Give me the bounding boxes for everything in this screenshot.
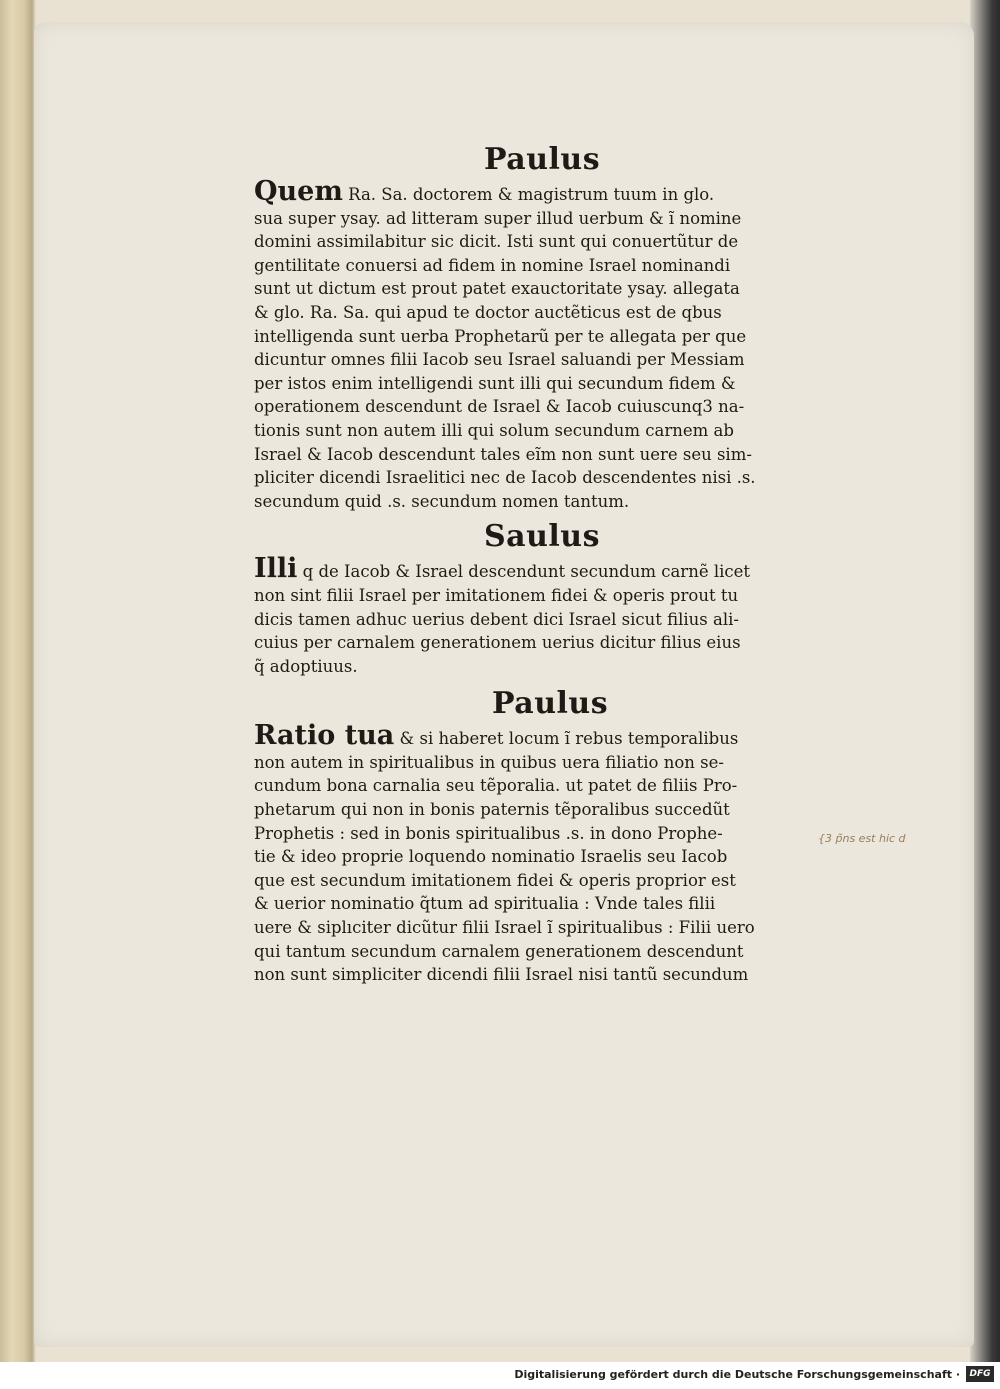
text-line: & glo. Ra. Sa. qui apud te doctor auctẽticus est de qbus bbox=[254, 302, 722, 322]
section-heading: Paulus bbox=[484, 142, 601, 177]
text-block bbox=[254, 140, 854, 987]
dfg-logo: DFG bbox=[966, 1366, 994, 1382]
text-line: non sint filii Israel per imitationem fidei & operis prout tu bbox=[254, 585, 739, 605]
text-line: non autem in spiritualibus in quibus uera filiatio non se- bbox=[254, 752, 724, 772]
funding-credit: Digitalisierung gefördert durch die Deutsche Forschungsgemeinschaft · bbox=[514, 1368, 960, 1381]
section-heading: Saulus bbox=[484, 519, 601, 555]
initial-word: Quem bbox=[254, 176, 343, 207]
handwritten-margin-note: {3 p̃ns est hic d bbox=[818, 832, 906, 845]
text-line: que est secundum imitationem fidei & operis proprior est bbox=[254, 870, 736, 890]
text-line bbox=[254, 176, 854, 207]
text-line: q̃ adoptiuus. bbox=[254, 656, 358, 676]
text-line: cundum bona carnalia seu tẽporalia. ut patet de filiis Pro- bbox=[254, 776, 738, 796]
text-line: dicuntur omnes filii Iacob seu Israel saluandi per Messiam bbox=[254, 350, 745, 370]
line-text: & si haberet locum ĩ rebus temporalibus bbox=[399, 729, 739, 749]
text-line: Prophetis : sed in bonis spiritualibus .s. in dono Prophe- bbox=[254, 823, 723, 843]
text-line: qui tantum secundum carnalem generationem descendunt bbox=[254, 941, 744, 961]
text-line: dicis tamen adhuc uerius debent dici Israel sicut filius ali- bbox=[254, 609, 739, 629]
text-line: Israel & Iacob descendunt tales eĩm non sunt uere seu sim- bbox=[254, 444, 752, 464]
footer-bar bbox=[0, 1362, 1000, 1389]
section-heading: Paulus bbox=[492, 686, 609, 722]
text-line: per istos enim intelligendi sunt illi qui secundum fidem & bbox=[254, 373, 736, 393]
text-line: uere & siplıciter dicũtur filii Israel ĩ spiritualibus : Filii uero bbox=[254, 918, 755, 938]
text-line: sunt ut dictum est prout patet exauctoritate ysay. allegata bbox=[254, 279, 740, 299]
line-text: q de Iacob & Israel descendunt secundum carnẽ licet bbox=[302, 562, 751, 582]
text-line: operationem descendunt de Israel & Iacob cuiuscunq3 na- bbox=[254, 397, 745, 417]
initial-word: Ratio tua bbox=[254, 720, 395, 752]
section-paulus-1 bbox=[254, 140, 854, 513]
section-paulus-2 bbox=[254, 684, 854, 987]
text-line: sua super ysay. ad litteram super illud uerbum & ĩ nomine bbox=[254, 208, 742, 228]
text-line: cuius per carnalem generationem uerius dicitur filius eius bbox=[254, 633, 741, 653]
text-line: gentilitate conuersi ad fidem in nomine Israel nominandi bbox=[254, 255, 731, 275]
section-saulus bbox=[254, 517, 854, 678]
initial-word: Illi bbox=[254, 553, 298, 585]
text-line: tie & ideo proprie loquendo nominatio Israelis seu Iacob bbox=[254, 847, 728, 867]
text-line bbox=[254, 553, 854, 585]
text-line: domini assimilabitur sic dicit. Isti sunt qui conuertũtur de bbox=[254, 232, 739, 252]
book-edge bbox=[970, 0, 1000, 1362]
text-line: secundum quid .s. secundum nomen tantum. bbox=[254, 491, 630, 511]
text-line: & uerior nominatio q̃tum ad spiritualia : Vnde tales filii bbox=[254, 894, 716, 914]
text-line: tionis sunt non autem illi qui solum secundum carnem ab bbox=[254, 420, 734, 440]
text-line bbox=[254, 720, 854, 752]
text-line: pliciter dicendi Israelitici nec de Iacob descendentes nisi .s. bbox=[254, 468, 756, 488]
text-line: intelligenda sunt uerba Prophetarũ per te allegata per que bbox=[254, 326, 747, 346]
line-text: Ra. Sa. doctorem & magistrum tuum in glo. bbox=[348, 185, 715, 204]
text-line: phetarum qui non in bonis paternis tẽporalibus succedũt bbox=[254, 800, 730, 820]
text-line: non sunt simpliciter dicendi filii Israel nisi tantũ secundum bbox=[254, 965, 749, 985]
